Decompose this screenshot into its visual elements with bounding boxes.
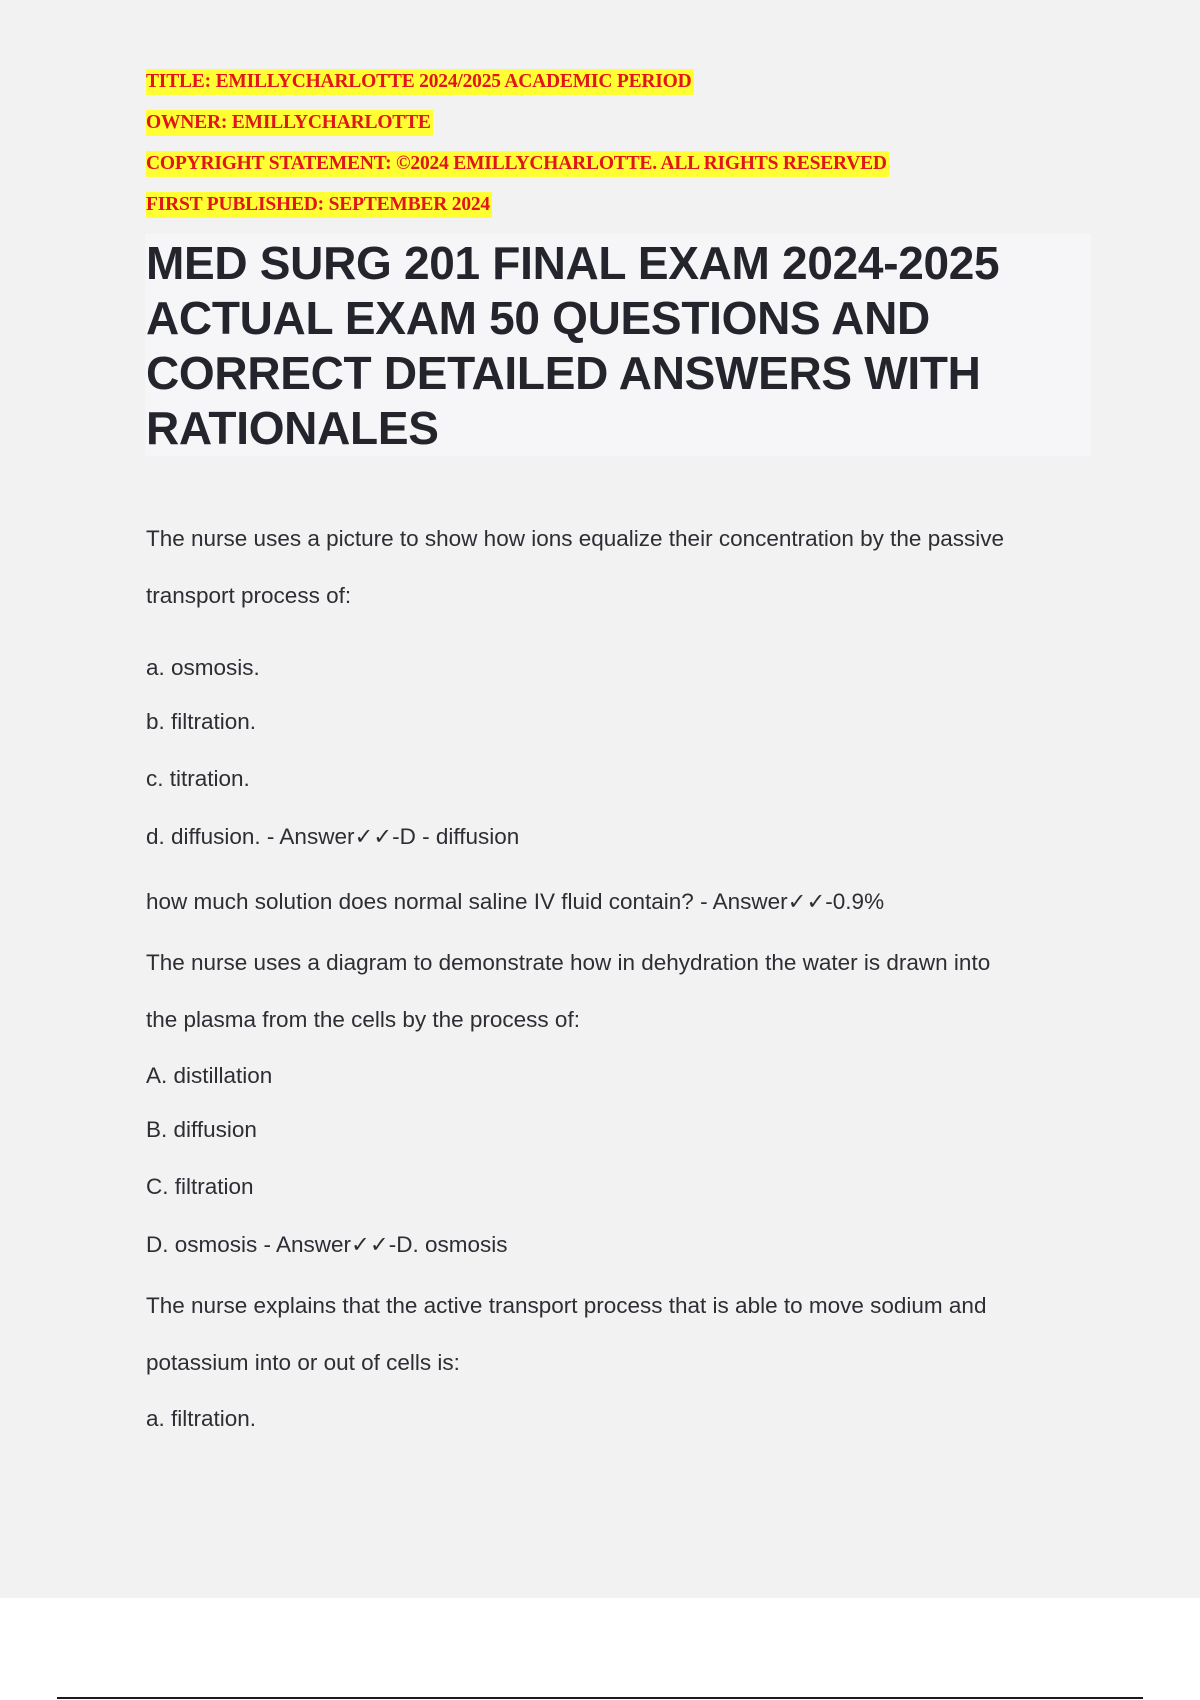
question-1-text-line-2: transport process of: bbox=[146, 583, 352, 608]
question-1-option-b: b. filtration. bbox=[146, 709, 257, 734]
question-4-text-line-2: potassium into or out of cells is: bbox=[146, 1350, 460, 1375]
metadata-copyright-line bbox=[146, 151, 889, 192]
question-1-text-line-1: The nurse uses a picture to show how ions equalize their concentration by the passive bbox=[146, 526, 1004, 551]
metadata-title-text: TITLE: EMILLYCHARLOTTE 2024/2025 ACADEMIC PERIOD bbox=[146, 69, 694, 95]
question-1-option-c: c. titration. bbox=[146, 766, 250, 791]
question-1-option-d-answer: d. diffusion. - Answer✓✓-D - diffusion bbox=[146, 824, 520, 849]
metadata-title-line bbox=[146, 69, 889, 110]
metadata-owner-text: OWNER: EMILLYCHARLOTTE bbox=[146, 110, 433, 136]
question-3-text-line-2: the plasma from the cells by the process of: bbox=[146, 1007, 580, 1032]
metadata-owner-line bbox=[146, 110, 889, 151]
question-2-text-answer: how much solution does normal saline IV fluid contain? - Answer✓✓-0.9% bbox=[146, 889, 885, 914]
document-metadata bbox=[146, 69, 889, 233]
question-3-option-d-answer: D. osmosis - Answer✓✓-D. osmosis bbox=[146, 1232, 508, 1257]
question-3-text-line-1: The nurse uses a diagram to demonstrate how in dehydration the water is drawn into bbox=[146, 950, 991, 975]
question-3-option-a: A. distillation bbox=[146, 1063, 273, 1088]
question-1-option-a: a. osmosis. bbox=[146, 655, 260, 680]
metadata-copyright-text: COPYRIGHT STATEMENT: ©2024 EMILLYCHARLOTTE. ALL RIGHTS RESERVED bbox=[146, 151, 889, 177]
document-title: MED SURG 201 FINAL EXAM 2024-2025 ACTUAL EXAM 50 QUESTIONS AND CORRECT DETAILED ANSWERS WITH RATIONALES bbox=[146, 237, 1000, 454]
question-4-text-line-1: The nurse explains that the active transport process that is able to move sodium and bbox=[146, 1293, 987, 1318]
question-4-option-a: a. filtration. bbox=[146, 1406, 257, 1431]
footer-divider bbox=[57, 1697, 1143, 1699]
metadata-published-line bbox=[146, 192, 889, 233]
metadata-published-text: FIRST PUBLISHED: SEPTEMBER 2024 bbox=[146, 192, 492, 218]
question-3-option-b: B. diffusion bbox=[146, 1117, 257, 1142]
question-3-option-c: C. filtration bbox=[146, 1174, 254, 1199]
